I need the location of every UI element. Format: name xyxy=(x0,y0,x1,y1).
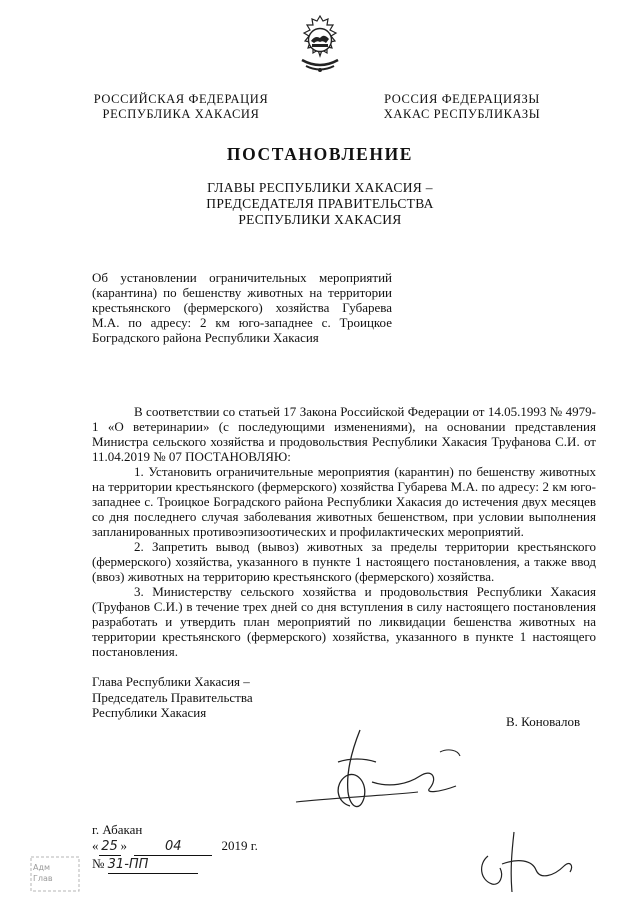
stamp-line2: Глав xyxy=(33,874,53,883)
registration-stamp xyxy=(30,856,80,892)
document-subject: Об установлении ограничительных мероприятий (карантина) по бешенству животных на территории крестьянского (фермерского) хозяйства Губарева М.А. по адресу: 2 км юго-западнее с. Троицкое Боградского района Республики Хакасия xyxy=(92,270,392,345)
document-title: ПОСТАНОВЛЕНИЕ xyxy=(226,144,414,164)
signatory-line3: Республики Хакасия xyxy=(92,705,207,720)
date-open-quote: « xyxy=(92,838,99,853)
signatory-name: В. Коновалов xyxy=(506,714,581,729)
number-value: 31-ПП xyxy=(108,857,198,874)
subtitle-line1: ГЛАВЫ РЕСПУБЛИКИ ХАКАСИЯ – xyxy=(207,180,433,195)
header-right-line1: РОССИЯ ФЕДЕРАЦИЯЗЫ xyxy=(384,92,540,106)
date-line xyxy=(92,838,258,856)
stamp-line1: Адм xyxy=(33,863,51,872)
place-date-number xyxy=(92,822,258,874)
number-line xyxy=(92,856,258,874)
date-close-quote: » xyxy=(120,838,127,853)
date-month: 04 xyxy=(134,839,212,856)
document-subtitle xyxy=(180,180,460,228)
handwritten-signature xyxy=(290,722,470,830)
coat-of-arms-emblem xyxy=(292,14,348,74)
visa-signature xyxy=(474,826,584,898)
signatory-title xyxy=(92,674,253,721)
place-label: г. Абакан xyxy=(92,822,143,837)
body-intro-paragraph: В соответствии со статьей 17 Закона Российской Федерации от 14.05.1993 № 4979-1 «О ветеринарии» (с последующими изменениями), на основании представления Министра сельского хозяйства и продовольствия Республики Хакасия Труфанова С.И. от 11.04.2019 № 07 ПОСТАНОВЛЯЮ: xyxy=(92,404,596,464)
date-year: 2019 г. xyxy=(221,838,258,853)
body-item-2: 2. Запретить вывод (вывоз) животных за пределы территории крестьянского (фермерского) хозяйства, указанного в пункте 1 настоящего постановления, а также ввод (ввоз) животных на территорию крестьянского (фермерского) хозяйства. xyxy=(92,539,596,584)
signatory-line1: Глава Республики Хакасия – xyxy=(92,674,250,689)
subtitle-line3: РЕСПУБЛИКИ ХАКАСИЯ xyxy=(238,212,402,227)
signatory-line2: Председатель Правительства xyxy=(92,689,253,705)
header-right-line2: ХАКАС РЕСПУБЛИКАЗЫ xyxy=(383,107,541,121)
body-item-1: 1. Установить ограничительные мероприятия (карантин) по бешенству животных на территории крестьянского (фермерского) хозяйства Губарева М.А. по адресу: 2 км юго-западнее с. Троицкое Боградского района Республики Хакасия до истечения двух месяцев со дня последнего случая заболевания животных бешенством, при условии выполнения запланированных противоэпизоотических и профилактических мероприятий. xyxy=(92,464,596,539)
document-body xyxy=(92,404,596,659)
header-left-line2: РЕСПУБЛИКА ХАКАСИЯ xyxy=(102,107,260,121)
body-item-3: 3. Министерству сельского хозяйства и продовольствия Республики Хакасия (Труфанов С.И.) в течение трех дней со дня вступления в силу настоящего постановления разработать и утвердить план мероприятий по ликвидации бешенства животных на территории крестьянского (фермерского) хозяйства, указанного в пункте 1 настоящего постановления. xyxy=(92,584,596,659)
header-left xyxy=(86,92,276,122)
number-prefix: № xyxy=(92,856,105,871)
date-day: 25 xyxy=(99,839,121,856)
subtitle-line2: ПРЕДСЕДАТЕЛЯ ПРАВИТЕЛЬСТВА xyxy=(206,196,434,211)
header-left-line1: РОССИЙСКАЯ ФЕДЕРАЦИЯ xyxy=(93,92,269,106)
header-right xyxy=(372,92,552,122)
